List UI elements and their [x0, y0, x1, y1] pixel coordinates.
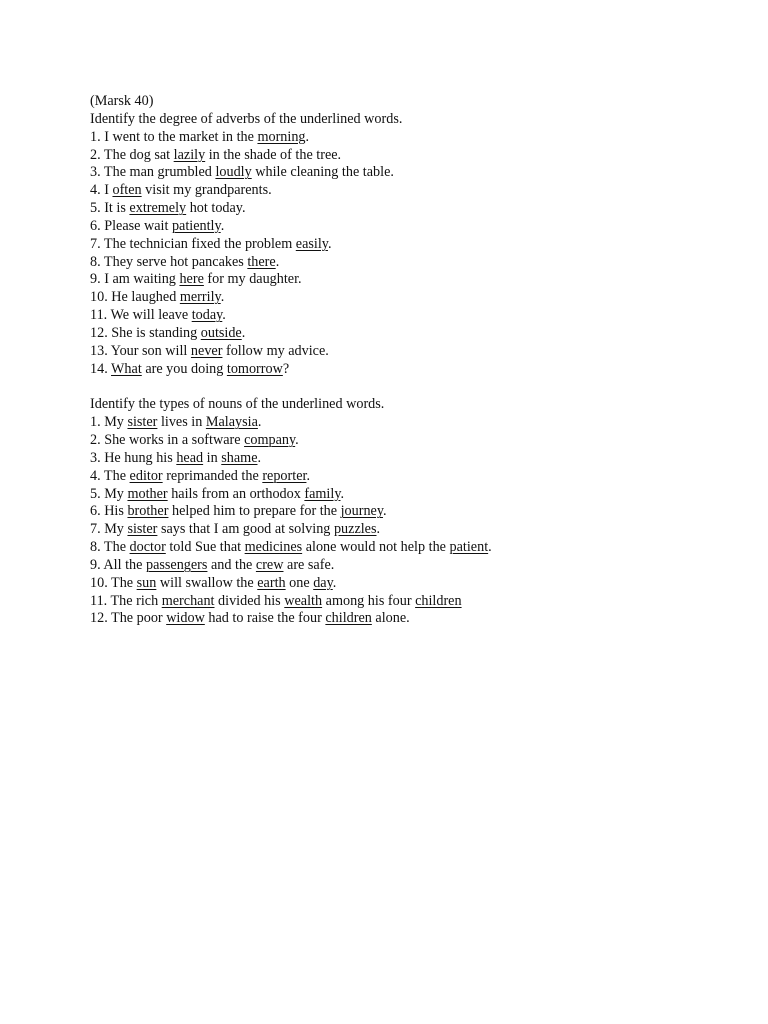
adverb-question-8	[90, 254, 750, 272]
sentence-text: .	[220, 217, 225, 234]
sentence-text: 9. I am waiting	[90, 271, 180, 288]
sentence-text: hails from an orthodox	[167, 485, 305, 502]
sentence-text: visit my grandparents.	[141, 182, 272, 199]
noun-question-7	[90, 521, 750, 539]
sentence-text: .	[383, 503, 387, 520]
adverb-question-2	[90, 147, 750, 165]
sentence-text: .	[220, 289, 225, 306]
underlined-word: editor	[129, 467, 163, 484]
noun-question-9	[90, 557, 750, 575]
underlined-word: reporter	[262, 467, 307, 484]
sentence-text: 1. I went to the market in the	[90, 128, 258, 145]
sentence-text: are safe.	[283, 556, 335, 573]
sentence-text: 4. I	[90, 182, 113, 199]
sentence-text: 10. He laughed	[90, 289, 180, 306]
underlined-word: day	[313, 574, 333, 591]
sentence-text: .	[241, 324, 246, 341]
sentence-text: follow my advice.	[222, 342, 329, 359]
sentence-text: divided his	[214, 592, 285, 609]
adverb-question-5	[90, 200, 750, 218]
underlined-word: company	[244, 432, 296, 449]
noun-question-3	[90, 450, 750, 468]
sentence-text: helped him to prepare for the	[168, 503, 341, 520]
adverb-question-6	[90, 218, 750, 236]
sentence-text: .	[306, 467, 310, 484]
sentence-text: .	[376, 521, 381, 538]
noun-question-10	[90, 575, 750, 593]
sentence-text: .	[305, 128, 310, 145]
sentence-text: 7. The technician fixed the problem	[90, 235, 296, 252]
sentence-text: 4. The	[90, 467, 130, 484]
sentence-text: 3. The man grumbled	[90, 164, 216, 181]
sentence-text: one	[285, 574, 314, 591]
noun-question-1	[90, 414, 750, 432]
underlined-word: medicines	[244, 539, 303, 556]
underlined-word: never	[190, 342, 223, 359]
sentence-text: 11. We will leave	[90, 307, 192, 324]
adverb-question-13	[90, 343, 750, 361]
noun-question-8	[90, 539, 750, 557]
underlined-word: widow	[166, 610, 205, 627]
sentence-text: 9. All the	[90, 556, 146, 573]
adverb-question-4	[90, 182, 750, 200]
sentence-text: and the	[207, 556, 256, 573]
adverb-question-11	[90, 307, 750, 325]
underlined-word: lazily	[173, 146, 206, 163]
sentence-text: reprimanded the	[162, 467, 263, 484]
nouns-question-list	[90, 414, 750, 628]
underlined-word: sister	[127, 414, 158, 431]
sentence-text: .	[327, 235, 332, 252]
underlined-word: children	[415, 592, 462, 609]
sentence-text: while cleaning the table.	[251, 164, 394, 181]
underlined-word: sister	[127, 521, 158, 538]
adverbs-question-list	[90, 129, 750, 379]
sentence-text: 14.	[90, 360, 112, 377]
adverb-question-7	[90, 236, 750, 254]
underlined-word: brother	[127, 503, 169, 520]
sentence-text: 10. The	[90, 574, 137, 591]
sentence-text: alone would not help the	[302, 539, 450, 556]
sentence-text: ?	[282, 360, 290, 377]
underlined-word: patiently	[171, 217, 221, 234]
sentence-text: .	[222, 307, 226, 324]
underlined-word: patient	[449, 539, 489, 556]
sentence-text: 13. Your son will	[90, 342, 191, 359]
underlined-word: today	[191, 307, 223, 324]
adverb-question-14	[90, 361, 750, 379]
adverbs-instruction: Identify the degree of adverbs of the underlined words.	[90, 110, 403, 127]
underlined-word: puzzles	[333, 521, 377, 538]
sentence-text: in the shade of the tree.	[205, 146, 342, 163]
sentence-text: 11. The rich	[90, 592, 162, 609]
underlined-word: extremely	[129, 200, 187, 217]
sentence-text: hot today.	[186, 200, 246, 217]
underlined-word: journey	[340, 503, 384, 520]
underlined-word: earth	[257, 574, 286, 591]
underlined-word: tomorrow	[226, 360, 283, 377]
underlined-word: here	[179, 271, 204, 288]
sentence-text: alone.	[371, 610, 410, 627]
sentence-text: lives in	[157, 414, 206, 431]
underlined-word: children	[325, 610, 372, 627]
underlined-word: often	[112, 182, 142, 199]
sentence-text: 5. It is	[90, 200, 130, 217]
underlined-word: wealth	[284, 592, 323, 609]
sentence-text: .	[295, 432, 299, 449]
sentence-text: for my daughter.	[203, 271, 302, 288]
underlined-word: merrily	[179, 289, 221, 306]
sentence-text: are you doing	[141, 360, 227, 377]
sentence-text: 2. The dog sat	[90, 146, 174, 163]
adverb-question-3	[90, 164, 750, 182]
underlined-word: mother	[127, 485, 168, 502]
underlined-word: What	[111, 360, 142, 377]
sentence-text: 6. His	[90, 503, 128, 520]
adverb-question-10	[90, 289, 750, 307]
sentence-text: 3. He hung his	[90, 449, 177, 466]
sentence-text: .	[257, 449, 262, 466]
sentence-text: 1. My	[90, 414, 128, 431]
adverb-question-9	[90, 271, 750, 289]
noun-question-6	[90, 503, 750, 521]
sentence-text: 8. They serve hot pancakes	[90, 253, 248, 270]
sentence-text: 7. My	[90, 521, 128, 538]
underlined-word: head	[176, 449, 204, 466]
nouns-instruction: Identify the types of nouns of the underlined words.	[90, 396, 385, 413]
underlined-word: loudly	[215, 164, 252, 181]
underlined-word: passengers	[145, 556, 208, 573]
noun-question-5	[90, 486, 750, 504]
underlined-word: morning	[257, 128, 306, 145]
sentence-text: 6. Please wait	[90, 217, 172, 234]
underlined-word: easily	[295, 235, 328, 252]
sentence-text: 5. My	[90, 485, 128, 502]
sentence-text: .	[340, 485, 345, 502]
sentence-text: told Sue that	[165, 539, 245, 556]
adverb-question-1	[90, 129, 750, 147]
underlined-word: shame	[221, 449, 258, 466]
noun-question-4	[90, 468, 750, 486]
sentence-text: will swallow the	[156, 574, 258, 591]
sentence-text: 8. The	[90, 539, 130, 556]
underlined-word: family	[304, 485, 341, 502]
sentence-text: 12. The poor	[90, 610, 167, 627]
underlined-word: merchant	[161, 592, 215, 609]
document-page	[90, 93, 750, 628]
noun-question-2	[90, 432, 750, 450]
underlined-word: Malaysia	[205, 414, 258, 431]
noun-question-12	[90, 610, 750, 628]
sentence-text: .	[488, 539, 492, 556]
section-spacer	[90, 379, 750, 397]
sentence-text: .	[332, 574, 337, 591]
sentence-text: 2. She works in a software	[90, 432, 245, 449]
marks-header: (Marsk 40)	[90, 93, 154, 109]
underlined-word: sun	[136, 574, 157, 591]
sentence-text: 12. She is standing	[90, 324, 201, 341]
underlined-word: outside	[200, 324, 242, 341]
underlined-word: there	[247, 253, 276, 270]
sentence-text: says that I am good at solving	[157, 521, 334, 538]
sentence-text: among his four	[322, 592, 416, 609]
sentence-text: had to raise the four	[204, 610, 326, 627]
adverb-question-12	[90, 325, 750, 343]
underlined-word: doctor	[129, 539, 166, 556]
sentence-text: .	[275, 253, 280, 270]
underlined-word: crew	[255, 556, 284, 573]
sentence-text: in	[203, 449, 222, 466]
noun-question-11	[90, 593, 750, 611]
sentence-text: .	[257, 414, 262, 431]
